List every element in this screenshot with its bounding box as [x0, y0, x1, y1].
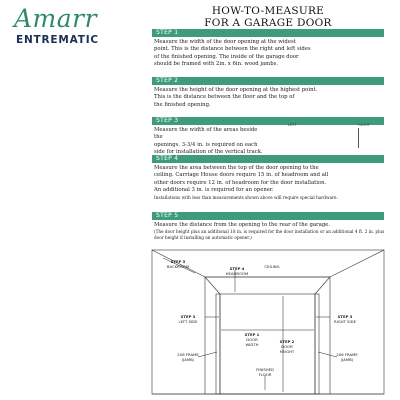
step-3-line: side for installation of the vertical track. [154, 149, 263, 156]
step-5-line: Measure the distance from the opening to the rear of the garage. [154, 222, 330, 228]
frame-left-label-2: (JAMB) [181, 357, 195, 362]
floor-label-2: FLOOR [258, 372, 272, 377]
step-1-line: point. This is the distance between the right and left sides [154, 46, 311, 53]
step-4-line: ceiling. Carriage House doors require 15 in. of headroom and all [154, 172, 329, 179]
left-jamb [216, 294, 220, 394]
step-1-header: STEP 1 [152, 29, 384, 37]
step-1-line: of the finished opening. The inside of the garage door [154, 53, 299, 60]
step-2-line: the finished opening. [154, 101, 211, 108]
logo-sub-brand: ENTREMATIC [16, 34, 99, 46]
step-4-header: STEP 4 [152, 155, 384, 163]
right-side-label: RIGHT SIDE [334, 319, 356, 324]
corner-line [205, 277, 220, 294]
frame-right-label-2: (JAMB) [340, 357, 354, 362]
step-4-line: Measure the area between the top of the door opening to the [154, 165, 319, 171]
title-line-2: FOR A GARAGE DOOR [204, 16, 332, 29]
frame-left-label-1: 2X6 FRAME [177, 352, 199, 357]
backroom-label: BACKROOM [166, 264, 190, 269]
left-label: LEFT [288, 122, 297, 127]
title-line-1: HOW-TO-MEASURE [211, 5, 325, 17]
step-3-header: STEP 3 [152, 117, 384, 125]
step-1-line: should be framed with 2in. x 6in. wood jambs. [154, 61, 279, 68]
step-4-note: Installations with less than measurements shown above will require special hardware. [154, 194, 338, 200]
step-2-line: Measure the height of the door opening at the highest point. [154, 87, 318, 93]
right-jamb [315, 294, 319, 394]
step-1-line: Measure the width of the door opening at the widest [154, 39, 296, 45]
frame-right-label-1: 2X6 FRAME [336, 352, 358, 357]
left-side-label: LEFT SIDE [178, 319, 198, 324]
step-4-line: other doors require 12 in. of headroom for the door installation. [154, 179, 327, 186]
step-3-left-label: STEP 3 [180, 314, 196, 319]
step-5-note: (The door height plus an additional 18 in. is required for the door installation or an additional 4 ft. 2 in. plus door height if installing an automatic opener.) [154, 229, 385, 240]
step-2-label: STEP 2 [279, 339, 295, 344]
measure-arrows [163, 258, 337, 392]
floor-label-1: FINISHED [256, 367, 274, 372]
door-height-label-1: DOOR [281, 344, 293, 349]
logo-brand-name: Amarr [14, 4, 98, 33]
step-3-line: Measure the width of the areas beside the [154, 127, 258, 141]
door-width-label-1: DOOR [246, 337, 258, 342]
jamb-leader [318, 352, 337, 357]
jamb-leader [198, 352, 217, 357]
step-2-header: STEP 2 [152, 77, 384, 85]
step-4-label: STEP 4 [229, 266, 245, 271]
step-4-line: An additional 3 in. is required for an opener. [154, 187, 274, 194]
corner-line [315, 277, 330, 294]
ceiling-label: CEILING [264, 264, 280, 269]
step-5-label: STEP 5 [170, 259, 186, 264]
headroom-label: HEADROOM [225, 271, 249, 276]
door-width-label-2: WIDTH [245, 342, 259, 347]
step-5-header: STEP 5 [152, 212, 384, 220]
step-1-label: STEP 1 [244, 332, 260, 337]
door-height-label-2: HEIGHT [279, 349, 295, 354]
step-3-line: openings. 3-3/4 in. is required on each [154, 141, 258, 148]
right-label: RIGHT [358, 122, 370, 127]
step-2-line: This is the distance between the floor and the top of [154, 94, 295, 101]
step-3-right-label: STEP 3 [337, 314, 353, 319]
door-opening [220, 294, 315, 394]
